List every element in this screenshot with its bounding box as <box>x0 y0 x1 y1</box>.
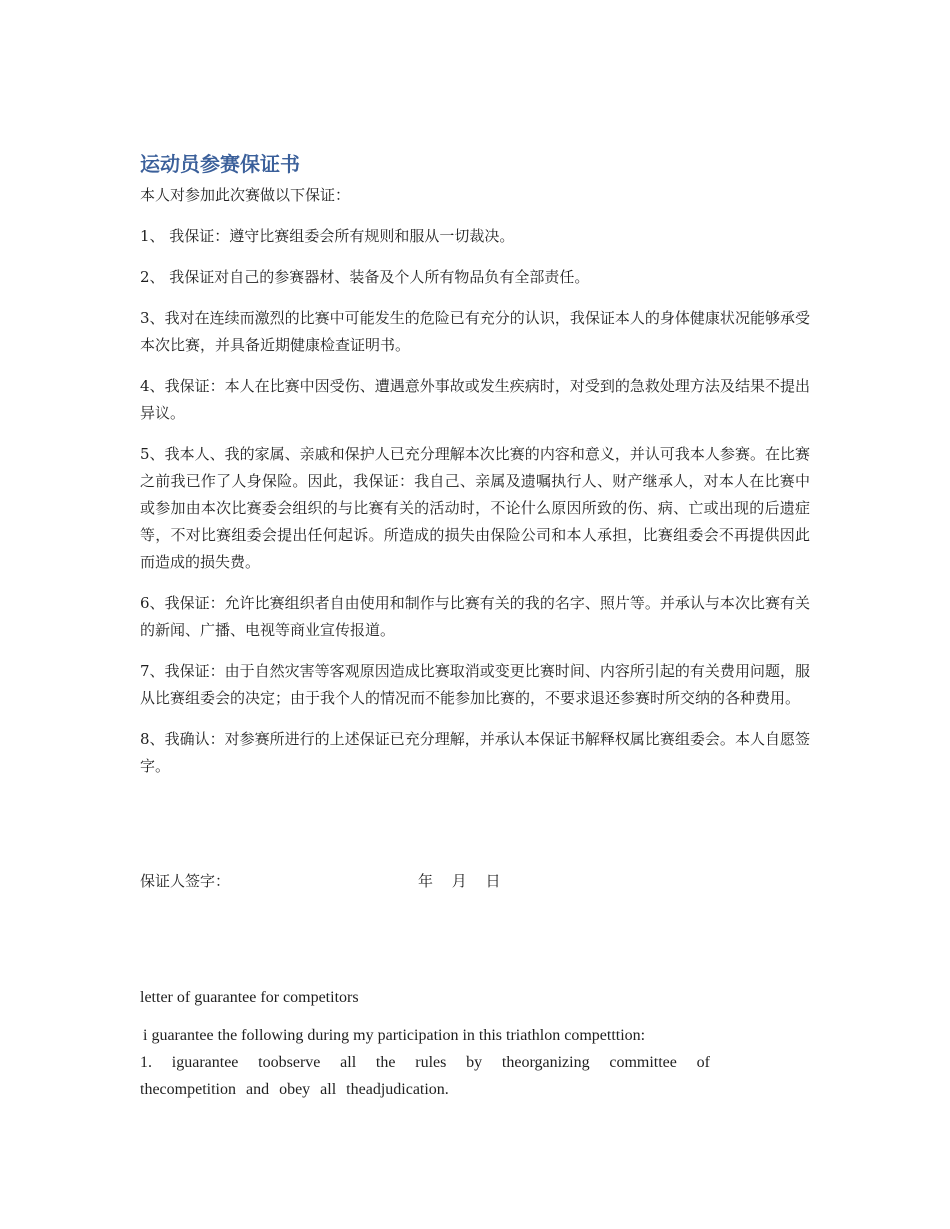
intro-paragraph: 本人对参加此次赛做以下保证： <box>140 186 351 204</box>
english-section <box>140 985 710 1103</box>
clause-3: 3、我对在连续而激烈的比赛中可能发生的危险已有充分的认识，我保证本人的身体健康状况能够承受本次比赛，并具备近期健康检查证明书。 <box>140 309 810 354</box>
document-title: 运动员参赛保证书 <box>140 152 300 176</box>
clause-4: 4、我保证：本人在比赛中因受伤、遭遇意外事故或发生疾病时，对受到的急救处理方法及结果不提出异议。 <box>140 377 810 422</box>
clause-1: 1、 我保证：遵守比赛组委会所有规则和服从一切裁决。 <box>140 227 515 245</box>
english-title: letter of guarantee for competitors <box>140 989 359 1006</box>
signature-label: 保证人签字： <box>140 872 231 890</box>
english-item-1: 1. iguarantee toobserve all the rules by theorganizing committee of thecompetition and obey all theadjudication. <box>140 1054 710 1098</box>
clause-2: 2、 我保证对自己的参赛器材、装备及个人所有物品负有全部责任。 <box>140 268 590 286</box>
clause-8: 8、我确认：对参赛所进行的上述保证已充分理解，并承认本保证书解释权属比赛组委会。本人自愿签字。 <box>140 730 810 775</box>
clause-7: 7、我保证：由于自然灾害等客观原因造成比赛取消或变更比赛时间、内容所引起的有关费用问题，服从比赛组委会的决定；由于我个人的情况而不能参加比赛的，不要求退还参赛时所交纳的各种费用。 <box>140 662 810 707</box>
document-body <box>140 150 810 794</box>
clause-5: 5、我本人、我的家属、亲戚和保护人已充分理解本次比赛的内容和意义，并认可我本人参赛。在比赛之前我已作了人身保险。因此，我保证：我自己、亲属及遗嘱执行人、财产继承人，对本人在比赛中或参加由本次比赛委会组织的与比赛有关的活动时，不论什么原因所致的伤、病、亡或出现的后遗症等，不对比赛组委会提出任何起诉。所造成的损失由保险公司和本人承担，比赛组委会不再提供因此而造成的损失费。 <box>140 445 810 571</box>
clause-6: 6、我保证：允许比赛组织者自由使用和制作与比赛有关的我的名字、照片等。并承认与本次比赛有关的新闻、广播、电视等商业宣传报道。 <box>140 594 810 639</box>
english-intro: i guarantee the following during my participation in this triathlon competttion: <box>143 1027 646 1044</box>
signature-date: 年 月 日 <box>418 872 501 890</box>
